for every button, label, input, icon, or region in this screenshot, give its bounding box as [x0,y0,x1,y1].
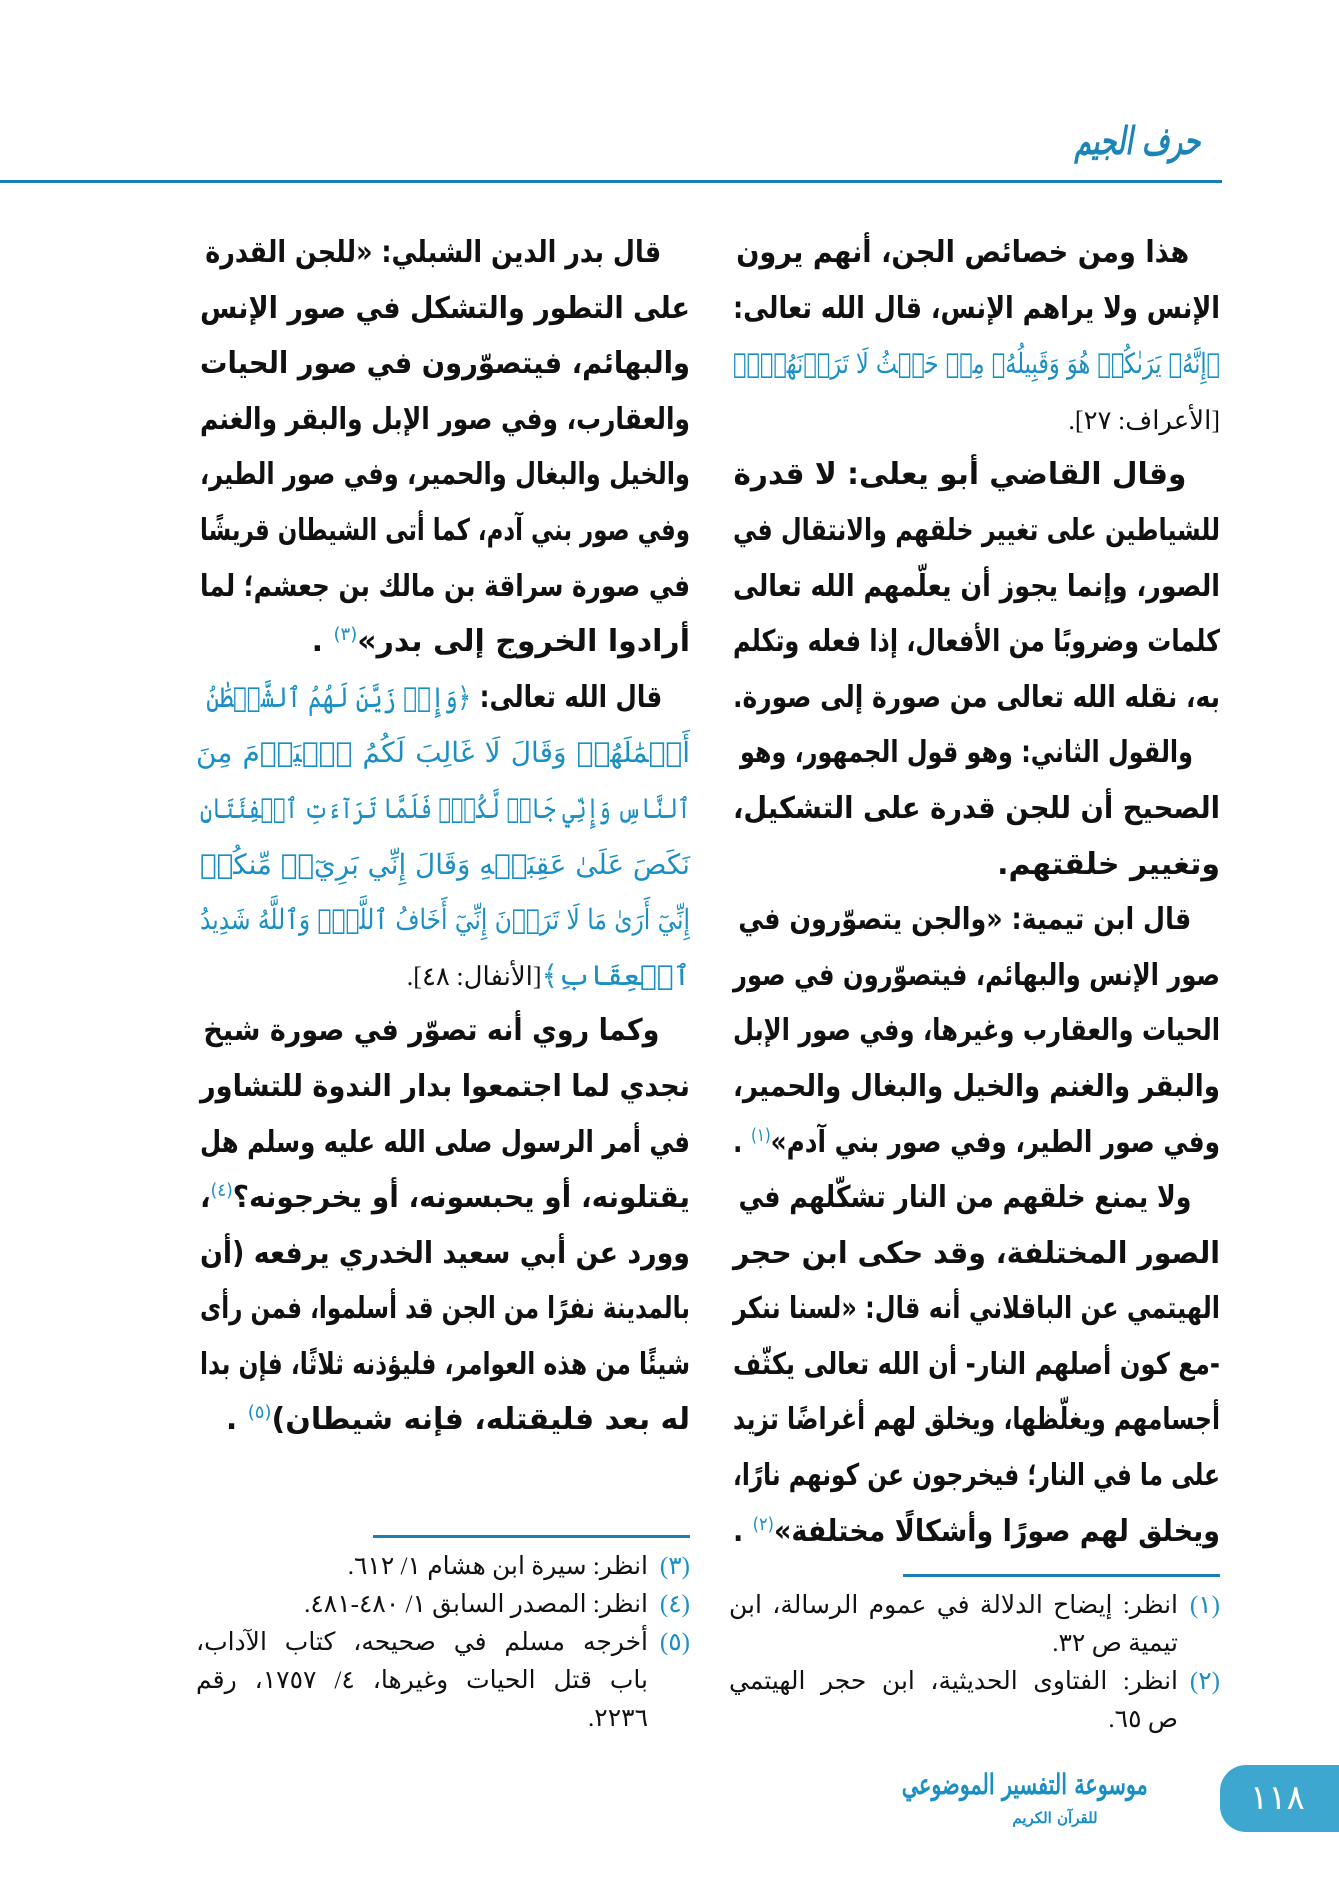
text-run: أرادوا الخروج إلى بدر» [357,624,690,660]
footnote-marker: (٥) [247,1402,272,1424]
text-run: والبقر والغنم والخيل والبغال والحمير، [733,1068,1220,1104]
text-run: قال الله تعالى: [471,679,663,715]
text-run: يقتلونه، أو يحبسونه، أو يخرجونه؟ [232,1180,690,1216]
text-run: والخيل والبغال والحمير، وفي صور الطير، [199,457,690,493]
text-line [732,559,1220,615]
text-run: نجدي لما اجتمعوا بدار الندوة للتشاور [199,1068,690,1104]
footnote-text: انظر: الفتاوى الحديثية، ابن حجر الهيتمي [729,1668,1178,1695]
text-line [199,1281,690,1337]
text-line [733,1226,1220,1282]
footnote-text: ٢٢٣٦. [588,1705,648,1732]
text-line [732,281,1220,337]
text-run: الهيتمي عن الباقلاني أنه قال: «لسنا ننكر [732,1291,1220,1327]
text-line [205,225,690,281]
header-divider [0,180,1222,183]
quran-verse: أَعۡمَٰلَهُمۡ وَقَالَ لَا غَالِبَ لَكُمُ ٱلۡيَوۡمَ مِنَ [196,736,690,770]
text-line [200,1337,690,1393]
text-line [199,559,690,615]
text-run: والعقارب، وفي صور الإبل والبقر والغنم [200,401,690,437]
text-line [200,1226,690,1282]
text-line [196,725,690,781]
text-run: كلمات وضروبًا من الأفعال، إذا فعله وتكلم [733,624,1220,660]
verse-reference: [الأنفال: ٤٨]. [406,961,542,991]
text-line [732,781,1220,837]
left-column [196,225,690,1448]
footnote-text: تيمية ص ٣٢. [1052,1630,1178,1657]
text-run: . [311,624,334,660]
text-run: وكما روي أنه تصوّر في صورة شيخ [203,1013,660,1049]
text-line [739,725,1220,781]
text-run: . [225,1402,248,1438]
text-line [200,892,690,948]
footnote-line [196,1700,690,1738]
text-line [732,1281,1220,1337]
right-column [729,225,1220,1559]
text-line [733,1059,1220,1115]
footnote-line [729,1663,1220,1701]
text-line [733,503,1220,559]
footnote-line [196,1548,690,1586]
text-line [200,1115,690,1171]
text-run: الحيات والعقارب وغيرها، وفي صور الإبل [733,1013,1220,1049]
text-run: ويخلق لهم صورًا وأشكالًا مختلفة» [773,1513,1220,1549]
footnote-text: انظر: سيرة ابن هشام ١/ ٦١٢. [347,1553,648,1580]
text-line [732,948,1220,1004]
quran-verse: ٱلنَّاسِ وَإِنِّي جَارٞ لَّكُمۡۖ فَلَمَّا تَرَآءَتِ ٱلۡفِئَتَانِ [200,791,691,825]
footnote-text: انظر: المصدر السابق ١/ ٤٨٠-٤٨١. [304,1591,648,1618]
text-run: أجسامهم ويغلّظها، ويخلق لهم أغراضًا تزيد [733,1402,1220,1438]
footnote-number: (١) [1189,1592,1220,1619]
text-run: في صورة سراقة بن مالك بن جعشم؛ لما [199,568,690,604]
quran-verse: ﴿وَإِذۡ زَيَّنَ لَهُمُ ٱلشَّيۡطَٰنُ [206,680,472,714]
text-run: وتغيير خلقتهم. [997,846,1220,882]
text-line [738,1170,1220,1226]
footnote-number [648,1700,690,1738]
text-run: على التطور والتشكل في صور الإنس [200,290,690,326]
text-run: قال بدر الدين الشبلي: «للجن القدرة [205,235,662,270]
text-run: به، نقله الله تعالى من صورة إلى صورة. [733,679,1220,715]
footnote-text: انظر: إيضاح الدلالة في عموم الرسالة، ابن [729,1592,1178,1619]
text-line [733,1504,1220,1560]
text-run: . [733,1124,752,1160]
text-line [196,1392,690,1448]
footnotes-right [729,1587,1220,1739]
footnote-separator-right [903,1574,1220,1577]
text-line [196,614,690,670]
text-run: الإنس ولا يراهم الإنس، قال الله تعالى: [732,290,1220,326]
footnote-text: باب قتل الحيات وغيرها، ٤/ ١٧٥٧، رقم [196,1667,649,1694]
footnote-number: (٣) [659,1553,690,1580]
text-line [196,948,690,1004]
footnote-line [729,1701,1220,1739]
text-line [735,447,1220,503]
text-line [733,1115,1220,1171]
text-run: بالمدينة نفرًا من الجن قد أسلموا، فمن رأى [199,1291,690,1327]
text-run: للشياطين على تغيير خلقهم والانتقال في [733,512,1220,548]
quran-verse: ٱلۡعِقَابِ﴾ [541,958,690,992]
footnote-line [729,1625,1220,1663]
text-run: الصور، وإنما يجوز أن يعلّمهم الله تعالى [732,568,1220,604]
text-run: له بعد فليقتله، فإنه شيطان) [271,1402,690,1438]
footnotes-left [196,1548,690,1738]
text-run: على ما في النار؛ فيخرجون عن كونهم نارًا، [732,1458,1220,1494]
text-line [738,892,1220,948]
footnote-marker: (٣) [333,624,358,646]
page-number-tab [1220,1765,1339,1832]
text-line [736,225,1220,281]
quran-verse: إِنِّيٓ أَرَىٰ مَا لَا تَرَوۡنَ إِنِّيٓ أَخَافُ ٱللَّهَۚ وَٱللَّهُ شَدِيدُ [200,903,690,937]
text-line [206,670,690,726]
text-run: ، [200,1180,211,1216]
text-run: الصور المختلفة، وقد حكى ابن حجر [733,1235,1220,1271]
text-run: في أمر الرسول صلى الله عليه وسلم هل [200,1124,690,1160]
text-run: هذا ومن خصائص الجن، أنهم يرون [736,235,1190,270]
footnote-line [729,1587,1220,1625]
footnote-marker: (٤) [210,1180,233,1202]
text-line [729,392,1220,448]
text-line [732,1448,1220,1504]
footnote-number [1178,1625,1220,1663]
text-run: قال ابن تيمية: «والجن يتصوّرون في [738,902,1192,938]
footnote-number [648,1662,690,1700]
text-line [199,336,690,392]
logo-title: موسوعة التفسير الموضوعي [901,1768,1148,1801]
text-line [732,336,1220,392]
footnote-text: ص ٦٥. [1108,1706,1178,1733]
text-run: صور الإنس والبهائم، فيتصوّرون في صور [732,957,1220,993]
footnote-marker: (٢) [752,1513,774,1535]
footnote-number: (٤) [659,1591,690,1618]
footnote-number: (٢) [1189,1668,1220,1695]
text-run: -مع كون أصلهم النار- أن الله تعالى يكثّف [732,1346,1220,1382]
text-line [200,1170,690,1226]
text-run: ولا يمنع خلقهم من النار تشكّلهم في [738,1180,1192,1216]
quran-verse: نَكَصَ عَلَىٰ عَقِبَيۡهِ وَقَالَ إِنِّي بَرِيٓءٞ مِّنكُمۡ [200,847,690,881]
page-number: ١١٨ [1250,1780,1305,1817]
text-line [203,1003,690,1059]
footnote-number [1178,1701,1220,1739]
footnote-text: أخرجه مسلم في صحيحه، كتاب الآداب، [196,1629,648,1656]
text-line [733,670,1220,726]
text-run: وورد عن أبي سعيد الخدري يرفعه (أن [200,1235,690,1271]
footnote-separator-left [373,1535,690,1538]
text-line [733,1003,1220,1059]
footnote-line [196,1662,690,1700]
text-line [733,614,1220,670]
text-run: الصحيح أن للجن قدرة على التشكيل، [732,790,1220,826]
text-line [199,447,690,503]
text-line [729,837,1220,893]
text-run: والقول الثاني: وهو قول الجمهور، وهو [739,735,1193,771]
text-line [732,1337,1220,1393]
quran-verse: ﴿إِنَّهُۥ يَرَىٰكُمۡ هُوَ وَقَبِيلُهُۥ مِنۡ حَيۡثُ لَا تَرَوۡنَهُمۡۗ﴾ [732,347,1220,381]
text-line [199,1059,690,1115]
text-run: شيئًا من هذه العوامر، فليؤذنه ثلاثًا، فإن بدا [200,1346,690,1382]
footnote-line [196,1586,690,1624]
logo-subtitle: للقرآن الكريم [1012,1809,1098,1827]
text-line [733,1392,1220,1448]
text-line [200,392,690,448]
chapter-title: حرف الجيم [1074,118,1201,163]
text-run: وفي صور الطير، وفي صور بني آدم» [770,1124,1220,1160]
text-run: . [733,1513,753,1549]
footnote-number: (٥) [659,1629,690,1656]
text-run: وفي صور بني آدم، كما أتى الشيطان قريشًا [200,512,690,548]
text-line [200,837,690,893]
encyclopedia-logo [901,1762,1180,1844]
text-run: والبهائم، فيتصوّرون في صور الحيات [199,346,690,382]
footnote-marker: (١) [751,1124,771,1146]
text-line [200,781,691,837]
text-line [200,503,690,559]
text-run: وقال القاضي أبو يعلى: لا قدرة [733,457,1187,493]
footnote-line [196,1624,690,1662]
verse-reference: [الأعراف: ٢٧]. [1068,405,1220,435]
text-line [200,281,690,337]
